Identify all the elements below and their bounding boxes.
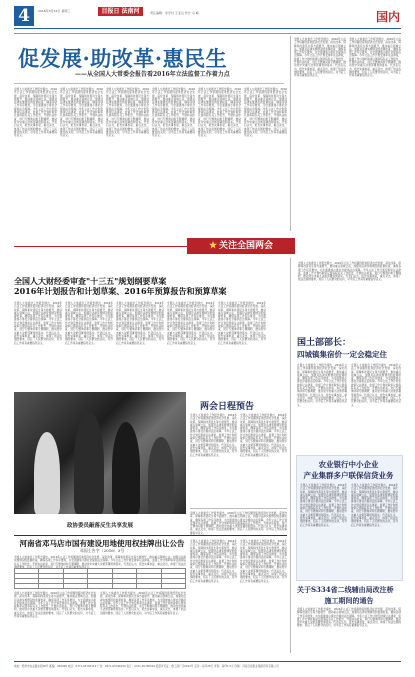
lead-column-3: 全国人大常委会工作报告提出，2016年立法工作将围绕促进经济社会发展、深化改革、保障和改善民生等方面展开，推动重点领域立法，加强对法律实施情况的监督检查，确保各项工作有序推进，为全面建成小康社会提供法治保障。今年立法工作计划安排审议法律案，监督工作计划听取审议国务院有关工作报告，开展执法检查，进行专题询问和专题调研，推动党中央重大决策部署贯彻落实。代表们认为，报告实事求是，重点突出，体现了依法治国的要求，回应了人民群众的关切，对今后工作具有重要指导意义。	[106, 88, 149, 138]
header-rule	[14, 28, 401, 29]
road-headline-line-1: 关于S334省二线辅由局改注桥	[297, 585, 394, 594]
npc-headline-line-1: 全国人大财经委审查"十三五"规划纲要草案	[14, 276, 167, 286]
land-headline-line-2: 四城镇集宿价一定会稳定住	[297, 350, 387, 359]
header-rule-thin	[14, 33, 401, 34]
photo-figure	[148, 437, 174, 514]
schedule-rule	[190, 508, 287, 509]
section-name: 国内	[375, 10, 400, 24]
bank-column-1: 全国人大常委会工作报告提出，2016年立法工作将围绕促进经济社会发展、深化改革、保障和改善民生等方面展开，推动重点领域立法，加强对法律实施情况的监督检查，确保各项工作有序推进，为全面建成小康社会提供法治保障。今年立法工作计划安排审议法律案，监督工作计划听取审议国务院有关工作报告，开展执法检查，进行专题询问和专题调研，推动党中央重大决策部署贯彻落实。代表们认为，报告实事求是，重点突出，体现了依法治国的要求，回应了人民群众的关切，对今后工作具有重要指导意义。	[300, 484, 347, 527]
notice-headline: 河南省邓马店市国有建设用地使用权挂牌出让公告	[19, 539, 185, 548]
footer-text: 地址：郑州市农业路东段28号 邮编：450008 电话：0371-65795114 广告：0371-65796150 发行：0371-65796010 经营许可证：豫工商广字0012号 定价：每月28元 零售：每份1.5元 印刷：河南日报报业集团印务有限公司	[14, 665, 279, 668]
schedule-headline: 两会日程预告	[200, 402, 255, 412]
bank-headline-line-1: 农业银行中小企业	[318, 460, 379, 469]
photo-figure	[34, 432, 60, 514]
banner-label: 关注全国两会	[219, 241, 274, 251]
npc-column-5: 全国人大常委会工作报告提出，2016年立法工作将围绕促进经济社会发展、深化改革、保障和改善民生等方面展开，推动重点领域立法，加强对法律实施情况的监督检查，确保各项工作有序推进，为全面建成小康社会提供法治保障。今年立法工作计划安排审议法律案，监督工作计划听取审议国务院有关工作报告，开展执法检查，进行专题询问和专题调研，推动党中央重大决策部署贯彻落实。代表们认为，报告实事求是，重点突出，体现了依法治国的要求，回应了人民群众的关切，对今后工作具有重要指导意义。	[218, 302, 266, 345]
land-headline-line-1: 国土部部长：	[297, 338, 352, 348]
notice-column-2: 全国人大常委会工作报告提出，2016年立法工作将围绕促进经济社会发展、深化改革、保障和改善民生等方面展开，推动重点领域立法，加强对法律实施情况的监督检查，确保各项工作有序推进，为全面建成小康社会提供法治保障。今年立法工作计划安排审议法律案，监督工作计划听取审议国务院有关工作报告，开展执法检查，进行专题询问和专题调研，推动党中央重大决策部署贯彻落实。代表们认为，报告实事求是，重点突出，体现了依法治国的要求，回应了人民群众的关切，对今后工作具有重要指导意义。	[100, 592, 186, 615]
lead-rule	[14, 83, 284, 84]
right-column-2: 全国人大常委会工作报告提出，2016年立法工作将围绕促进经济社会发展、深化改革、保障和改善民生等方面展开，推动重点领域立法，加强对法律实施情况的监督检查，确保各项工作有序推进，为全面建成小康社会提供法治保障。今年立法工作计划安排审议法律案，监督工作计划听取审议国务院有关工作报告，开展执法检查，进行专题询问和专题调研，推动党中央重大决策部署贯彻落实。代表们认为，报告实事求是，重点突出，体现了依法治国的要求，回应了人民群众的关切，对今后工作具有重要指导意义。	[349, 38, 401, 78]
star-icon: ★	[208, 241, 218, 251]
mid-right-text: 全国人大常委会工作报告提出，2016年立法工作将围绕促进经济社会发展、深化改革、保障和改善民生等方面展开，推动重点领域立法，加强对法律实施情况的监督检查，确保各项工作有序推进，为全面建成小康社会提供法治保障。今年立法工作计划安排审议法律案，监督工作计划听取审议国务院有关工作报告，开展执法检查，进行专题询问和专题调研，推动党中央重大决策部署贯彻落实。代表们认为，报告实事求是，重点突出，体现了依法治国的要求，回应了人民群众的关切，对今后工作具有重要指导意义。	[298, 262, 401, 282]
notice-column-1: 全国人大常委会工作报告提出，2016年立法工作将围绕促进经济社会发展、深化改革、保障和改善民生等方面展开，推动重点领域立法，加强对法律实施情况的监督检查，确保各项工作有序推进，为全面建成小康社会提供法治保障。今年立法工作计划安排审议法律案，监督工作计划听取审议国务院有关工作报告，开展执法检查，进行专题询问和专题调研，推动党中央重大决策部署贯彻落实。代表们认为，报告实事求是，重点突出，体现了依法治国的要求，回应了人民群众的关切，对今后工作具有重要指导意义。	[14, 592, 96, 619]
lead-column-6: 全国人大常委会工作报告提出，2016年立法工作将围绕促进经济社会发展、深化改革、保障和改善民生等方面展开，推动重点领域立法，加强对法律实施情况的监督检查，确保各项工作有序推进，为全面建成小康社会提供法治保障。今年立法工作计划安排审议法律案，监督工作计划听取审议国务院有关工作报告，开展执法检查，进行专题询问和专题调研，推动党中央重大决策部署贯彻落实。代表们认为，报告实事求是，重点突出，体现了依法治国的要求，回应了人民群众的关切，对今后工作具有重要指导意义。	[244, 88, 287, 138]
npc-headline	[14, 276, 264, 296]
npc-column-2: 全国人大常委会工作报告提出，2016年立法工作将围绕促进经济社会发展、深化改革、保障和改善民生等方面展开，推动重点领域立法，加强对法律实施情况的监督检查，确保各项工作有序推进，为全面建成小康社会提供法治保障。今年立法工作计划安排审议法律案，监督工作计划听取审议国务院有关工作报告，开展执法检查，进行专题询问和专题调研，推动党中央重大决策部署贯彻落实。代表们认为，报告实事求是，重点突出，体现了依法治国的要求，回应了人民群众的关切，对今后工作具有重要指导意义。	[65, 302, 113, 345]
section-banner	[187, 238, 295, 254]
road-headline-line-2: 施工期间的通告	[324, 596, 374, 605]
right-column-1: 全国人大常委会工作报告提出，2016年立法工作将围绕促进经济社会发展、深化改革、保障和改善民生等方面展开，推动重点领域立法，加强对法律实施情况的监督检查，确保各项工作有序推进，为全面建成小康社会提供法治保障。今年立法工作计划安排审议法律案，监督工作计划听取审议国务院有关工作报告，开展执法检查，进行专题询问和专题调研，推动党中央重大决策部署贯彻落实。代表们认为，报告实事求是，重点突出，体现了依法治国的要求，回应了人民群众的关切，对今后工作具有重要指导意义。	[294, 38, 346, 78]
bank-headline-line-2: 产业集群多户联保信贷业务	[303, 471, 394, 480]
npc-column-1: 全国人大常委会工作报告提出，2016年立法工作将围绕促进经济社会发展、深化改革、保障和改善民生等方面展开，推动重点领域立法，加强对法律实施情况的监督检查，确保各项工作有序推进，为全面建成小康社会提供法治保障。今年立法工作计划安排审议法律案，监督工作计划听取审议国务院有关工作报告，开展执法检查，进行专题询问和专题调研，推动党中央重大决策部署贯彻落实。代表们认为，报告实事求是，重点突出，体现了依法治国的要求，回应了人民群众的关切，对今后工作具有重要指导意义。	[14, 302, 62, 345]
photo-figure	[74, 412, 104, 514]
news-photo	[14, 392, 186, 514]
lead-headline: 促发展·助改革·惠民生	[18, 46, 228, 71]
schedule-column-1: 全国人大常委会工作报告提出，2016年立法工作将围绕促进经济社会发展、深化改革、保障和改善民生等方面展开，推动重点领域立法，加强对法律实施情况的监督检查，确保各项工作有序推进，为全面建成小康社会提供法治保障。今年立法工作计划安排审议法律案，监督工作计划听取审议国务院有关工作报告，开展执法检查，进行专题询问和专题调研，推动党中央重大决策部署贯彻落实。代表们认为，报告实事求是，重点突出，体现了依法治国的要求，回应了人民群众的关切，对今后工作具有重要指导意义。	[190, 414, 237, 457]
land-headline	[297, 338, 401, 360]
editor-line: 责任编辑：李学付 王亚运 作计 马 峰	[150, 11, 199, 15]
photo-figure	[112, 422, 140, 514]
notice-rule	[14, 535, 287, 536]
notice-column-3: 全国人大常委会工作报告提出，2016年立法工作将围绕促进经济社会发展、深化改革、保障和改善民生等方面展开，推动重点领域立法，加强对法律实施情况的监督检查，确保各项工作有序推进，为全面建成小康社会提供法治保障。今年立法工作计划安排审议法律案，监督工作计划听取审议国务院有关工作报告，开展执法检查，进行专题询问和专题调研，推动党中央重大决策部署贯彻落实。代表们认为，报告实事求是，重点突出，体现了依法治国的要求，回应了人民群众的关切，对今后工作具有重要指导意义。	[190, 540, 237, 583]
npc-headline-line-2: 2016年计划报告和计划草案、2016年预算报告和预算草案	[14, 286, 227, 296]
lead-subheadline: ——从全国人大常委会报告看2016年立法监督工作着力点	[75, 71, 230, 78]
lead-column-2: 全国人大常委会工作报告提出，2016年立法工作将围绕促进经济社会发展、深化改革、保障和改善民生等方面展开，推动重点领域立法，加强对法律实施情况的监督检查，确保各项工作有序推进，为全面建成小康社会提供法治保障。今年立法工作计划安排审议法律案，监督工作计划听取审议国务院有关工作报告，开展执法检查，进行专题询问和专题调研，推动党中央重大决策部署贯彻落实。代表们认为，报告实事求是，重点突出，体现了依法治国的要求，回应了人民群众的关切，对今后工作具有重要指导意义。	[60, 88, 103, 138]
right-column-divider	[290, 258, 291, 653]
road-notice-text: 全国人大常委会工作报告提出，2016年立法工作将围绕促进经济社会发展、深化改革、保障和改善民生等方面展开，推动重点领域立法，加强对法律实施情况的监督检查，确保各项工作有序推进，为全面建成小康社会提供法治保障。今年立法工作计划安排审议法律案，监督工作计划听取审议国务院有关工作报告，开展执法检查，进行专题询问和专题调研，推动党中央重大决策部署贯彻落实。代表们认为，报告实事求是，重点突出，体现了依法治国的要求，回应了人民群众的关切，对今后工作具有重要指导意义。	[297, 608, 401, 628]
table-row	[15, 584, 186, 589]
column-divider	[290, 36, 291, 231]
lead-column-1: 全国人大常委会工作报告提出，2016年立法工作将围绕促进经济社会发展、深化改革、保障和改善民生等方面展开，推动重点领域立法，加强对法律实施情况的监督检查，确保各项工作有序推进，为全面建成小康社会提供法治保障。今年立法工作计划安排审议法律案，监督工作计划听取审议国务院有关工作报告，开展执法检查，进行专题询问和专题调研，推动党中央重大决策部署贯彻落实。代表们认为，报告实事求是，重点突出，体现了依法治国的要求，回应了人民群众的关切，对今后工作具有重要指导意义。	[14, 88, 57, 138]
lead-column-5: 全国人大常委会工作报告提出，2016年立法工作将围绕促进经济社会发展、深化改革、保障和改善民生等方面展开，推动重点领域立法，加强对法律实施情况的监督检查，确保各项工作有序推进，为全面建成小康社会提供法治保障。今年立法工作计划安排审议法律案，监督工作计划听取审议国务院有关工作报告，开展执法检查，进行专题询问和专题调研，推动党中央重大决策部署贯彻落实。代表们认为，报告实事求是，重点突出，体现了依法治国的要求，回应了人民群众的关切，对今后工作具有重要指导意义。	[198, 88, 241, 138]
date-line: 2016年3月16日 星期三	[38, 9, 71, 13]
schedule-footnote: 全国人大常委会工作报告提出，2016年立法工作将围绕促进经济社会发展、深化改革、保障和改善民生等方面展开，推动重点领域立法，加强对法律实施情况的监督检查，确保各项工作有序推进，为全面建成小康社会提供法治保障。今年立法工作计划安排审议法律案，监督工作计划听取审议国务院有关工作报告，开展执法检查，进行专题询问和专题调研，推动党中央重大决策部署贯彻落实。代表们认为，报告实事求是，重点突出，体现了依法治国的要求，回应了人民群众的关切，对今后工作具有重要指导意义。	[190, 512, 287, 535]
photo-caption: 政协委员敲落反生共享发展	[66, 523, 133, 529]
schedule-column-2: 全国人大常委会工作报告提出，2016年立法工作将围绕促进经济社会发展、深化改革、保障和改善民生等方面展开，推动重点领域立法，加强对法律实施情况的监督检查，确保各项工作有序推进，为全面建成小康社会提供法治保障。今年立法工作计划安排审议法律案，监督工作计划听取审议国务院有关工作报告，开展执法检查，进行专题询问和专题调研，推动党中央重大决策部署贯彻落实。代表们认为，报告实事求是，重点突出，体现了依法治国的要求，回应了人民群众的关切，对今后工作具有重要指导意义。	[240, 414, 287, 457]
notice-intro: 全国人大常委会工作报告提出，2016年立法工作将围绕促进经济社会发展、深化改革、保障和改善民生等方面展开，推动重点领域立法，加强对法律实施情况的监督检查，确保各项工作有序推进，为全面建成小康社会提供法治保障。今年立法工作计划安排审议法律案，监督工作计划听取审议国务院有关工作报告，开展执法检查，进行专题询问和专题调研，推动党中央重大决策部署贯彻落实。代表们认为，报告实事求是，重点突出，体现了依法治国的要求，回应了人民群众的关切，对今后工作具有重要指导意义。	[14, 556, 186, 569]
npc-column-4: 全国人大常委会工作报告提出，2016年立法工作将围绕促进经济社会发展、深化改革、保障和改善民生等方面展开，推动重点领域立法，加强对法律实施情况的监督检查，确保各项工作有序推进，为全面建成小康社会提供法治保障。今年立法工作计划安排审议法律案，监督工作计划听取审议国务院有关工作报告，开展执法检查，进行专题询问和专题调研，推动党中央重大决策部署贯彻落实。代表们认为，报告实事求是，重点突出，体现了依法治国的要求，回应了人民群众的关切，对今后工作具有重要指导意义。	[167, 302, 215, 345]
masthead: 目报日 法南河	[98, 7, 143, 16]
footer-rule	[14, 661, 401, 662]
npc-column-3: 全国人大常委会工作报告提出，2016年立法工作将围绕促进经济社会发展、深化改革、保障和改善民生等方面展开，推动重点领域立法，加强对法律实施情况的监督检查，确保各项工作有序推进，为全面建成小康社会提供法治保障。今年立法工作计划安排审议法律案，监督工作计划听取审议国务院有关工作报告，开展执法检查，进行专题询问和专题调研，推动党中央重大决策部署贯彻落实。代表们认为，报告实事求是，重点突出，体现了依法治国的要求，回应了人民群众的关切，对今后工作具有重要指导意义。	[116, 302, 164, 345]
land-column-1: 全国人大常委会工作报告提出，2016年立法工作将围绕促进经济社会发展、深化改革、保障和改善民生等方面展开，推动重点领域立法，加强对法律实施情况的监督检查，确保各项工作有序推进，为全面建成小康社会提供法治保障。今年立法工作计划安排审议法律案，监督工作计划听取审议国务院有关工作报告，开展执法检查，进行专题询问和专题调研，推动党中央重大决策部署贯彻落实。代表们认为，报告实事求是，重点突出，体现了依法治国的要求，回应了人民群众的关切，对今后工作具有重要指导意义。	[297, 364, 347, 407]
lead-column-4: 全国人大常委会工作报告提出，2016年立法工作将围绕促进经济社会发展、深化改革、保障和改善民生等方面展开，推动重点领域立法，加强对法律实施情况的监督检查，确保各项工作有序推进，为全面建成小康社会提供法治保障。今年立法工作计划安排审议法律案，监督工作计划听取审议国务院有关工作报告，开展执法检查，进行专题询问和专题调研，推动党中央重大决策部署贯彻落实。代表们认为，报告实事求是，重点突出，体现了依法治国的要求，回应了人民群众的关切，对今后工作具有重要指导意义。	[152, 88, 195, 138]
notice-column-4: 全国人大常委会工作报告提出，2016年立法工作将围绕促进经济社会发展、深化改革、保障和改善民生等方面展开，推动重点领域立法，加强对法律实施情况的监督检查，确保各项工作有序推进，为全面建成小康社会提供法治保障。今年立法工作计划安排审议法律案，监督工作计划听取审议国务院有关工作报告，开展执法检查，进行专题询问和专题调研，推动党中央重大决策部署贯彻落实。代表们认为，报告实事求是，重点突出，体现了依法治国的要求，回应了人民群众的关切，对今后工作具有重要指导意义。	[240, 540, 287, 583]
banner-rule-left	[14, 246, 187, 247]
land-column-2: 全国人大常委会工作报告提出，2016年立法工作将围绕促进经济社会发展、深化改革、保障和改善民生等方面展开，推动重点领域立法，加强对法律实施情况的监督检查，确保各项工作有序推进，为全面建成小康社会提供法治保障。今年立法工作计划安排审议法律案，监督工作计划听取审议国务院有关工作报告，开展执法检查，进行专题询问和专题调研，推动党中央重大决策部署贯彻落实。代表们认为，报告实事求是，重点突出，体现了依法治国的要求，回应了人民群众的关切，对今后工作具有重要指导意义。	[351, 364, 401, 407]
notice-subheadline: 邓国土告字〔2016〕3号	[79, 548, 125, 553]
road-headline	[297, 584, 401, 606]
page-number: 4	[14, 6, 34, 26]
bank-column-2: 全国人大常委会工作报告提出，2016年立法工作将围绕促进经济社会发展、深化改革、保障和改善民生等方面展开，推动重点领域立法，加强对法律实施情况的监督检查，确保各项工作有序推进，为全面建成小康社会提供法治保障。今年立法工作计划安排审议法律案，监督工作计划听取审议国务院有关工作报告，开展执法检查，进行专题询问和专题调研，推动党中央重大决策部署贯彻落实。代表们认为，报告实事求是，重点突出，体现了依法治国的要求，回应了人民群众的关切，对今后工作具有重要指导意义。	[351, 484, 398, 527]
bank-headline	[298, 459, 399, 481]
notice-table	[14, 568, 186, 589]
